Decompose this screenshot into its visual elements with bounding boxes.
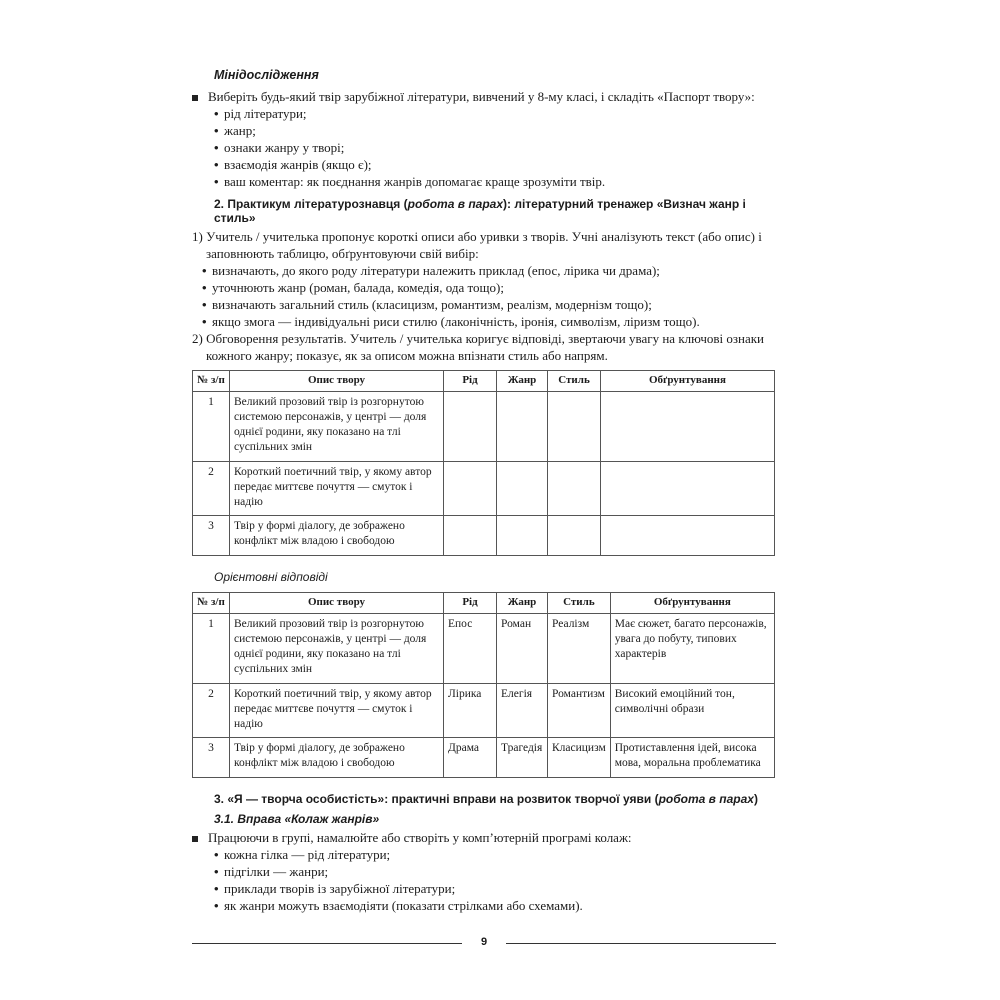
empty-cell[interactable] [548, 516, 601, 556]
row-genre: Елегія [497, 684, 548, 738]
empty-cell[interactable] [444, 392, 497, 462]
list-item: • кожна гілка — рід літератури; [214, 847, 391, 862]
row-description: Великий прозовий твір із розгорнутою системою персонажів, у центрі — доля однієї родини, яку показано на тлі суспільних змін [230, 392, 444, 462]
table-row [193, 614, 775, 684]
col-genre-header: Жанр [497, 371, 548, 392]
empty-cell[interactable] [601, 462, 775, 516]
col-description-header: Опис твору [230, 371, 444, 392]
col-number-header: № з/п [193, 593, 230, 614]
row-kind: Лірика [444, 684, 497, 738]
table-row [193, 738, 775, 778]
section-2-step-2: 2) Обговорення результатів. Учитель / учителька коригує відповіді, звертаючи увагу на ключові ознаки кожного жанру; показує, як за описом можна впізнати стиль або напрям. [192, 331, 765, 363]
mini-research-task: Виберіть будь-який твір зарубіжної літератури, вивчений у 8-му класі, і складіть «Паспорт твору»: [192, 88, 776, 105]
page-footer [192, 936, 776, 950]
answers-table [192, 592, 775, 778]
list-item: • підгілки — жанри; [214, 864, 329, 879]
list-item: • жанр; [214, 123, 256, 138]
row-number: 2 [193, 462, 230, 516]
col-kind-header: Рід [444, 371, 497, 392]
exercise-3-1-heading: 3.1. Вправа «Колаж жанрів» [214, 812, 380, 826]
empty-cell[interactable] [601, 392, 775, 462]
list-item: • взаємодія жанрів (якщо є); [214, 157, 372, 172]
col-number-header: № з/п [193, 371, 230, 392]
table-row [193, 684, 775, 738]
empty-cell[interactable] [444, 516, 497, 556]
row-description: Короткий поетичний твір, у якому автор передає миттєве почуття — смуток і надію [230, 684, 444, 738]
section-2-heading: 2. Практикум літературознавця (робота в парах): літературний тренажер «Визнач жанр і стиль» [214, 197, 746, 225]
empty-cell[interactable] [497, 392, 548, 462]
row-kind: Епос [444, 614, 497, 684]
footer-rule-right [506, 943, 776, 944]
list-item: • як жанри можуть взаємодіяти (показати стрілками або схемами). [214, 898, 583, 913]
row-justification: Високий емоційний тон, символічні образи [610, 684, 774, 738]
table-row [193, 462, 775, 516]
row-number: 3 [193, 516, 230, 556]
list-item: • приклади творів із зарубіжної літератури; [214, 881, 456, 896]
empty-cell[interactable] [444, 462, 497, 516]
row-style: Романтизм [548, 684, 611, 738]
row-description: Твір у формі діалогу, де зображено конфлікт між владою і свободою [230, 516, 444, 556]
row-number: 3 [193, 738, 230, 778]
square-bullet-icon [192, 95, 198, 101]
list-item: • якщо змога — індивідуальні риси стилю (лаконічність, іронія, символізм, ліризм тощо). [202, 314, 700, 329]
mini-list [192, 105, 776, 190]
row-style: Класицизм [548, 738, 611, 778]
square-bullet-icon [192, 836, 198, 842]
col-kind-header: Рід [444, 593, 497, 614]
footer-rule-left [192, 943, 462, 944]
answers-heading: Орієнтовні відповіді [214, 570, 328, 584]
row-justification: Протиставлення ідей, висока мова, моральна проблематика [610, 738, 774, 778]
list-item: • визначають, до якого роду літератури належить приклад (епос, лірика чи драма); [202, 263, 660, 278]
table-row [193, 392, 775, 462]
row-kind: Драма [444, 738, 497, 778]
row-genre: Трагедія [497, 738, 548, 778]
row-description: Короткий поетичний твір, у якому автор передає миттєве почуття — смуток і надію [230, 462, 444, 516]
empty-cell[interactable] [601, 516, 775, 556]
col-justification-header: Обґрунтування [610, 593, 774, 614]
list-item: • ознаки жанру у творі; [214, 140, 345, 155]
row-number: 1 [193, 392, 230, 462]
col-genre-header: Жанр [497, 593, 548, 614]
list-item: • ваш коментар: як поєднання жанрів допомагає краще зрозуміти твір. [214, 174, 606, 189]
row-genre: Роман [497, 614, 548, 684]
table-row [193, 516, 775, 556]
section-3-task: Працюючи в групі, намалюйте або створіть у комп’ютерній програмі колаж: [192, 829, 776, 846]
empty-cell[interactable] [548, 392, 601, 462]
row-description: Твір у формі діалогу, де зображено конфлікт між владою і свободою [230, 738, 444, 778]
table-header-row [193, 371, 775, 392]
list-item: • визначають загальний стиль (класицизм, романтизм, реалізм, модернізм тощо); [202, 297, 652, 312]
section-3-list [192, 846, 776, 914]
list-item: • уточнюють жанр (роман, балада, комедія, ода тощо); [202, 280, 504, 295]
col-style-header: Стиль [548, 371, 601, 392]
empty-cell[interactable] [497, 462, 548, 516]
empty-cell[interactable] [548, 462, 601, 516]
empty-cell[interactable] [497, 516, 548, 556]
page [192, 68, 776, 914]
list-item: • рід літератури; [214, 106, 307, 121]
row-style: Реалізм [548, 614, 611, 684]
row-justification: Має сюжет, багато персонажів, увага до побуту, типових характерів [610, 614, 774, 684]
page-number: 9 [480, 936, 488, 948]
section-3-heading: 3. «Я — творча особистість»: практичні вправи на розвиток творчої уяви (робота в парах) [214, 792, 758, 806]
col-justification-header: Обґрунтування [601, 371, 775, 392]
row-number: 1 [193, 614, 230, 684]
row-number: 2 [193, 684, 230, 738]
row-description: Великий прозовий твір із розгорнутою системою персонажів, у центрі — доля однієї родини, яку показано на тлі суспільних змін [230, 614, 444, 684]
col-description-header: Опис твору [230, 593, 444, 614]
mini-research-heading: Мінідослідження [214, 68, 319, 82]
table-header-row [193, 593, 775, 614]
section-2-list [192, 262, 776, 330]
section-2-step-1: 1) Учитель / учителька пропонує короткі описи або уривки з творів. Учні аналізують текст (або опис) і заповнюють таблицю, обґрунтовуючи свій вибір: [192, 229, 762, 261]
exercise-table [192, 370, 775, 556]
col-style-header: Стиль [548, 593, 611, 614]
